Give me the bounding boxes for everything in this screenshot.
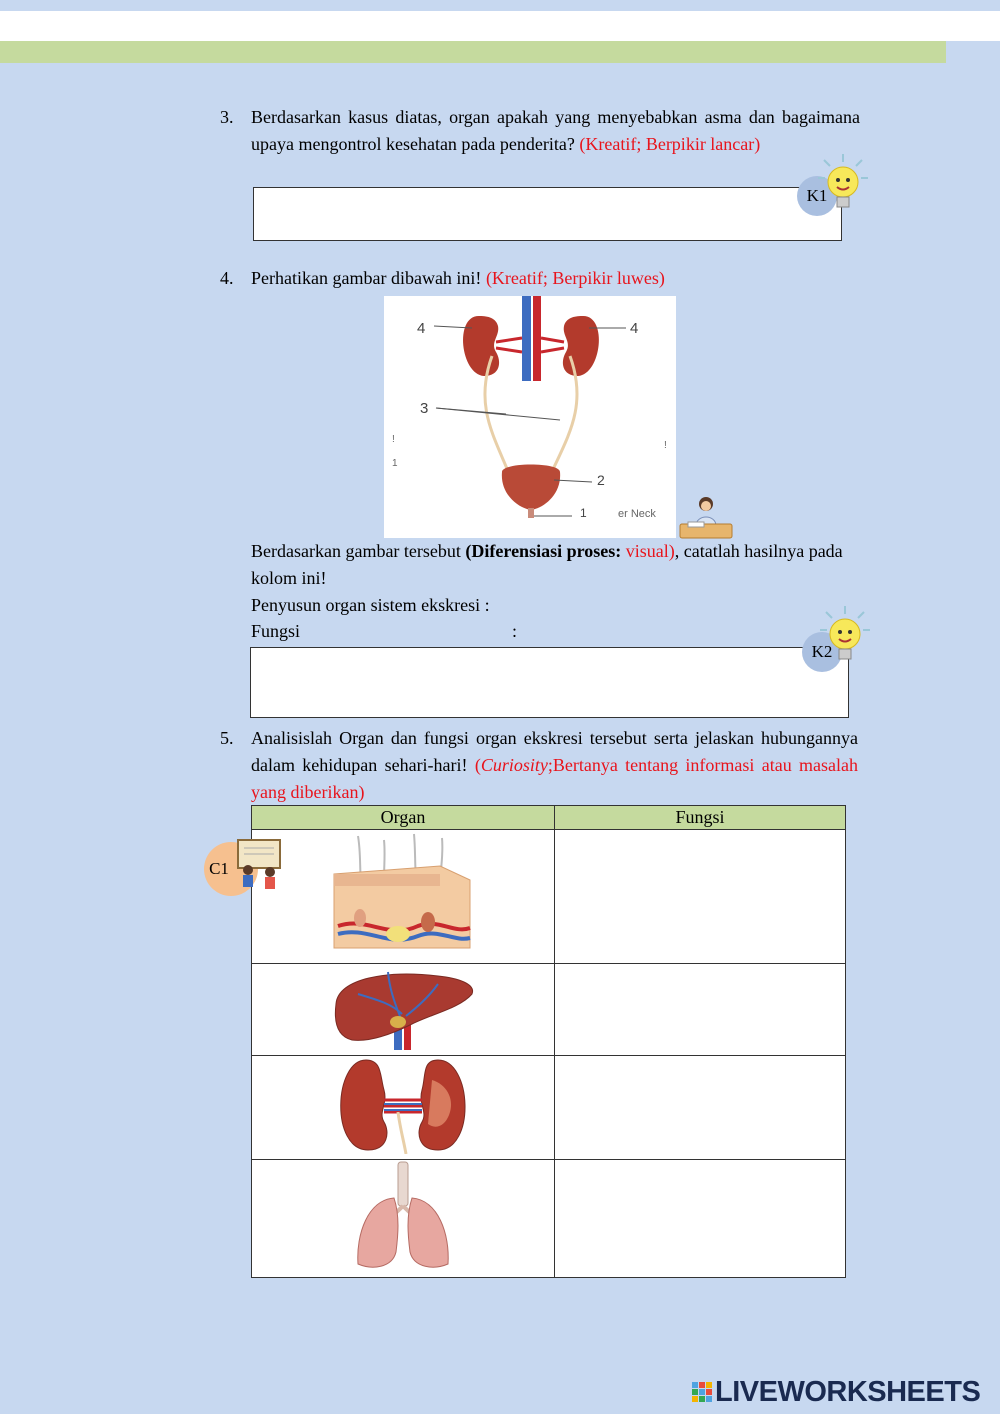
lightbulb-icon [818, 604, 872, 670]
field-label-penyusun: Penyusun organ sistem ekskresi : [251, 595, 490, 615]
diagram-label: 4 [630, 320, 639, 337]
k1-badge: K1 [797, 176, 837, 216]
kidney-icon [328, 1056, 478, 1154]
answer-box-q4[interactable] [250, 647, 849, 718]
function-cell[interactable] [555, 964, 846, 1056]
lightbulb-icon [816, 152, 870, 218]
question-tag: ( [474, 755, 481, 775]
table-row [252, 1056, 846, 1160]
k2-badge: K2 [802, 632, 842, 672]
question-4 [220, 265, 860, 292]
header-green-strip [0, 41, 946, 63]
table-header-organ: Organ [252, 806, 555, 830]
field-colon: : [512, 621, 518, 641]
question-tag: (Kreatif; Berpikir lancar) [579, 134, 761, 154]
question-tag: (Kreatif; Berpikir luwes) [485, 268, 665, 288]
instruction-text: , catatlah hasilnya pada kolom ini! [251, 541, 843, 588]
question-number: 4. [220, 268, 234, 288]
student-writing-icon [676, 492, 734, 540]
diagram-label: 3 [420, 400, 429, 417]
question-number: 5. [220, 728, 234, 748]
function-cell[interactable] [555, 830, 846, 964]
question-text: Berdasarkan kasus diatas, organ apakah yang menyebabkan asma dan bagaimana upaya mengontrol kesehatan pada penderita? [251, 107, 860, 154]
logo-grid-icon [692, 1382, 712, 1402]
svg-text:!: ! [392, 434, 395, 445]
question-tag-italic: Curiosity [480, 755, 548, 775]
question-5 [220, 725, 858, 806]
organ-cell [252, 964, 555, 1056]
brand-name: LIVEWORKSHEETS [715, 1376, 981, 1408]
question-3 [220, 104, 860, 158]
question-tag: ;Bertanya tentang informasi atau masalah yang diberikan) [251, 755, 858, 802]
function-cell[interactable] [555, 1160, 846, 1278]
table-row [252, 830, 846, 964]
svg-text:!: ! [664, 440, 667, 451]
diagram-label: 4 [417, 320, 426, 337]
instruction-red: visual) [625, 541, 675, 561]
instruction-text: Berdasarkan gambar tersebut [251, 541, 466, 561]
organ-cell [252, 1160, 555, 1278]
svg-text:1: 1 [392, 458, 398, 469]
function-cell[interactable] [555, 1056, 846, 1160]
diagram-label: 2 [597, 472, 605, 488]
field-label-fungsi: Fungsi [251, 621, 301, 641]
lungs-icon [348, 1160, 458, 1272]
organ-cell [252, 830, 555, 964]
table-row [252, 1160, 846, 1278]
c1-badge-label: C1 [209, 859, 229, 878]
instruction-bold: (Diferensiasi proses: [465, 541, 626, 561]
organ-cell [252, 1056, 555, 1160]
answer-box-q3[interactable] [253, 187, 842, 241]
skin-icon [328, 830, 478, 958]
liver-icon [328, 964, 478, 1050]
question-number: 3. [220, 107, 234, 127]
organ-function-table [251, 805, 846, 1278]
urinary-system-diagram [384, 296, 676, 538]
question-text: Analisislah Organ dan fungsi organ ekskresi tersebut serta jelaskan hubungannya dalam kehidupan sehari-hari! [251, 728, 858, 775]
table-header-fungsi: Fungsi [555, 806, 846, 830]
liveworksheets-logo [692, 1376, 980, 1409]
students-board-icon [234, 838, 282, 894]
diagram-label: 1 [580, 506, 587, 520]
question-text: Perhatikan gambar dibawah ini! [251, 268, 486, 288]
table-row [252, 964, 846, 1056]
header-white-strip [0, 11, 1000, 41]
q4-instruction [251, 538, 851, 592]
diagram-label: er Neck [618, 508, 656, 520]
